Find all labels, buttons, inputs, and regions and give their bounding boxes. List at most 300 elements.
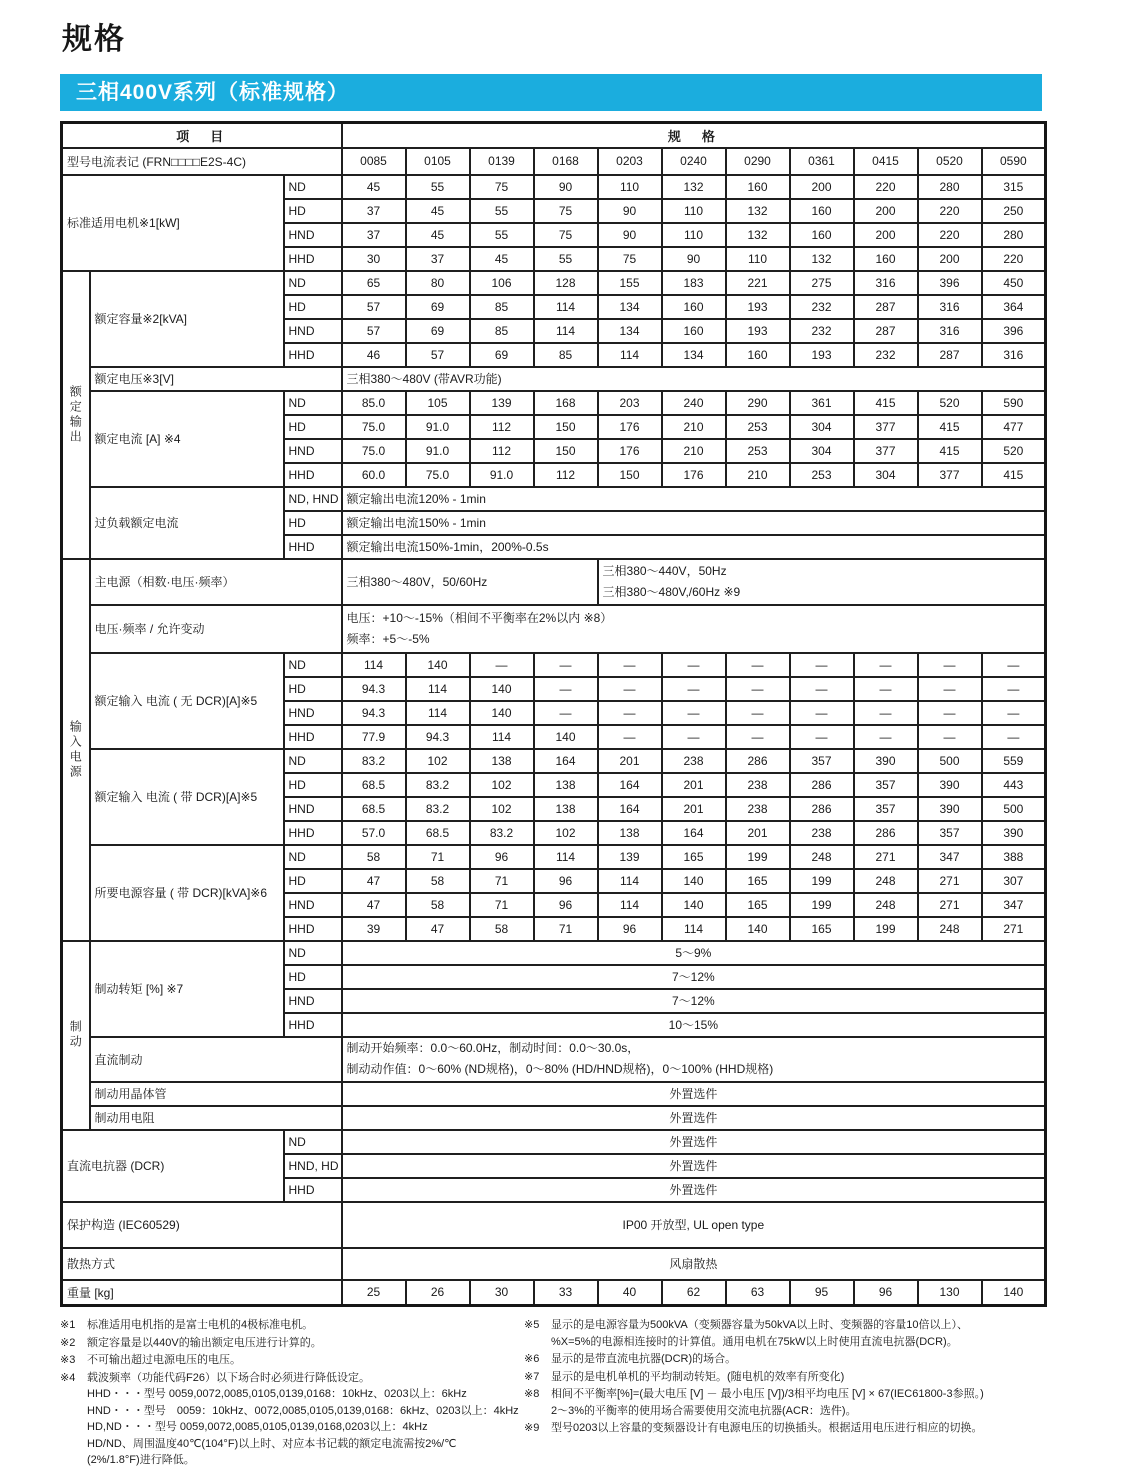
footnote-line: (2%/1.8°F)进行降低。 <box>87 1454 195 1466</box>
value-cell: — <box>598 653 662 677</box>
value-cell: 199 <box>790 893 854 917</box>
footnote-text <box>87 1370 519 1469</box>
weight-cell: 140 <box>982 1280 1046 1306</box>
value-cell: 58 <box>470 917 534 941</box>
value-cell: 500 <box>918 749 982 773</box>
value-cell: — <box>790 725 854 749</box>
value-cell: 357 <box>854 797 918 821</box>
value-cell: 590 <box>982 391 1046 415</box>
load-mode-label: HD <box>284 199 342 223</box>
value-cell: 377 <box>854 415 918 439</box>
value-cell: 140 <box>662 869 726 893</box>
row-label-dc-reactor: 直流电抗器 (DCR) <box>62 1130 284 1202</box>
row-label-rated-voltage: 额定电压※3[V] <box>90 367 342 391</box>
value-cell: 96 <box>470 845 534 869</box>
table-row <box>62 123 1046 148</box>
row-label-dc-braking: 直流制动 <box>90 1037 342 1082</box>
col-header-spec: 规 格 <box>342 123 1046 148</box>
value-cell: 128 <box>534 271 598 295</box>
value-cell: 105 <box>406 391 470 415</box>
table-row <box>62 271 1046 295</box>
table-row <box>62 1130 1046 1154</box>
footnote-line: 显示的是带直流电抗器(DCR)的场合。 <box>551 1353 737 1365</box>
footnote-text <box>551 1351 1100 1368</box>
footnote-line: 标准适用电机指的是富士电机的4极标准电机。 <box>87 1319 314 1331</box>
model-code-cell: 0105 <box>406 148 470 175</box>
value-cell: 357 <box>854 773 918 797</box>
value-cell: 287 <box>918 343 982 367</box>
value-cell: — <box>918 677 982 701</box>
value-cell: 176 <box>598 415 662 439</box>
value-cell: 253 <box>726 439 790 463</box>
series-banner: 三相400V系列（标准规格） <box>60 74 1042 111</box>
value-cell: — <box>726 701 790 725</box>
value-cell: 46 <box>342 343 406 367</box>
value-cell: 68.5 <box>342 773 406 797</box>
footnote-marker: ※2 <box>60 1336 76 1349</box>
footnote-item <box>524 1386 1100 1419</box>
value-cell: — <box>726 677 790 701</box>
group-label-braking: 制动 <box>62 941 90 1130</box>
load-mode-label: HHD <box>284 535 342 559</box>
value-cell: 520 <box>918 391 982 415</box>
value-cell: 68.5 <box>342 797 406 821</box>
footnote-marker: ※6 <box>524 1353 540 1365</box>
load-mode-label: HD <box>284 773 342 797</box>
value-cell: 71 <box>406 845 470 869</box>
footnote-item <box>60 1370 519 1469</box>
footnote-line: 显示的是电源容量为500kVA（变频器容量为50kVA以上时、变频器的容量10倍以上）、 <box>551 1319 969 1331</box>
value-cell: 139 <box>470 391 534 415</box>
value-cell: 415 <box>918 415 982 439</box>
value-cell: 271 <box>854 845 918 869</box>
value-cell: — <box>726 653 790 677</box>
value-cell: 83.2 <box>406 797 470 821</box>
load-mode-label: HHD <box>284 821 342 845</box>
value-cell: 232 <box>790 319 854 343</box>
value-cell: 164 <box>598 773 662 797</box>
value-cell: 221 <box>726 271 790 295</box>
value-cell: 90 <box>662 247 726 271</box>
spec-text-cell <box>342 1037 1046 1082</box>
value-cell: 165 <box>726 869 790 893</box>
value-cell: 390 <box>918 773 982 797</box>
value-cell: 45 <box>470 247 534 271</box>
value-cell: 102 <box>534 821 598 845</box>
value-cell: 114 <box>406 701 470 725</box>
value-cell: 57 <box>342 319 406 343</box>
table-row <box>62 148 1046 175</box>
value-cell: 75 <box>534 199 598 223</box>
value-cell: 160 <box>790 199 854 223</box>
value-cell: 240 <box>662 391 726 415</box>
model-row-label: 型号电流表记 (FRN□□□□E2S-4C) <box>62 148 342 175</box>
value-cell: 238 <box>662 749 726 773</box>
value-cell: 253 <box>726 415 790 439</box>
value-cell: 165 <box>726 893 790 917</box>
value-cell: 57 <box>406 343 470 367</box>
value-cell: 280 <box>982 223 1046 247</box>
value-cell: 500 <box>982 797 1046 821</box>
value-cell: 357 <box>918 821 982 845</box>
value-cell: 69 <box>406 319 470 343</box>
weight-cell: 96 <box>854 1280 918 1306</box>
value-cell: 160 <box>790 223 854 247</box>
value-cell: 75.0 <box>406 463 470 487</box>
value-cell: 75 <box>598 247 662 271</box>
value-cell: 37 <box>342 223 406 247</box>
value-cell: — <box>534 677 598 701</box>
load-mode-label: HND <box>284 989 342 1013</box>
value-cell: 55 <box>470 199 534 223</box>
value-cell: 193 <box>726 295 790 319</box>
footnote-line: %X=5%的电源相连接时的计算值。通用电机在75kW以上时使用直流电抗器(DCR)。 <box>551 1335 958 1348</box>
spec-text-cell: 风扇散热 <box>342 1248 1046 1280</box>
cell-line: 频率：+5～-5% <box>346 631 430 646</box>
value-cell: 55 <box>534 247 598 271</box>
spec-text-cell: 外置选件 <box>342 1154 1046 1178</box>
footnote-text <box>87 1352 508 1369</box>
load-mode-label: HHD <box>284 1178 342 1202</box>
value-cell: 138 <box>534 797 598 821</box>
value-cell: 377 <box>854 439 918 463</box>
value-cell: 200 <box>854 223 918 247</box>
value-cell: 102 <box>470 773 534 797</box>
value-cell: 287 <box>854 295 918 319</box>
row-label-rated-capacity: 额定容量※2[kVA] <box>90 271 284 367</box>
row-label-standard-motor: 标准适用电机※1[kW] <box>62 175 284 271</box>
spec-text-cell: 5～9% <box>342 941 1046 965</box>
spec-text-cell: 外置选件 <box>342 1130 1046 1154</box>
value-cell: 85 <box>534 343 598 367</box>
value-cell: 112 <box>470 439 534 463</box>
value-cell: 316 <box>982 343 1046 367</box>
value-cell: 96 <box>598 917 662 941</box>
table-row <box>62 845 1046 869</box>
load-mode-label: HHD <box>284 1013 342 1037</box>
row-label-input-current-no-dcr: 额定输入 电流 ( 无 DCR)[A]※5 <box>90 653 284 749</box>
model-code-cell: 0085 <box>342 148 406 175</box>
value-cell: — <box>598 677 662 701</box>
value-cell: 91.0 <box>406 415 470 439</box>
value-cell: 91.0 <box>406 439 470 463</box>
value-cell: 415 <box>982 463 1046 487</box>
value-cell: 275 <box>790 271 854 295</box>
spec-text-cell: 额定输出电流150%-1min，200%-0.5s <box>342 535 1046 559</box>
cell-line: 三相380～440V，50Hz <box>602 563 727 578</box>
model-code-cell: 0168 <box>534 148 598 175</box>
table-row <box>62 1037 1046 1082</box>
value-cell: — <box>854 653 918 677</box>
weight-cell: 26 <box>406 1280 470 1306</box>
value-cell: 90 <box>598 223 662 247</box>
weight-cell: 130 <box>918 1280 982 1306</box>
cell-line: 制动开始频率：0.0～60.0Hz，制动时间：0.0～30.0s， <box>346 1041 640 1055</box>
footnote-text <box>551 1317 1100 1350</box>
weight-cell: 95 <box>790 1280 854 1306</box>
footnote-line: 额定容量是以440V的输出额定电压进行计算的。 <box>87 1336 322 1349</box>
footnote-text <box>551 1369 1100 1386</box>
value-cell: — <box>662 677 726 701</box>
value-cell: 520 <box>982 439 1046 463</box>
value-cell: 112 <box>470 415 534 439</box>
value-cell: — <box>534 701 598 725</box>
cell-line: 三相380～480V,/60Hz ※9 <box>602 584 741 599</box>
footnote-line: HHD・・・型号 0059,0072,0085,0105,0139,0168：10kHz、0203以上：6kHz <box>87 1388 467 1400</box>
value-cell: 114 <box>534 319 598 343</box>
load-mode-label: HHD <box>284 917 342 941</box>
value-cell: — <box>662 653 726 677</box>
value-cell: 232 <box>854 343 918 367</box>
row-label-cooling: 散热方式 <box>62 1248 342 1280</box>
table-row <box>62 559 1046 605</box>
value-cell: 290 <box>726 391 790 415</box>
value-cell: 94.3 <box>342 701 406 725</box>
row-label-braking-transistor: 制动用晶体管 <box>90 1082 342 1106</box>
page-title: 规格 <box>62 23 126 56</box>
spec-text-cell: 三相380～480V (带AVR功能) <box>342 367 1046 391</box>
spec-text-cell: 外置选件 <box>342 1178 1046 1202</box>
load-mode-label: HND <box>284 701 342 725</box>
model-code-cell: 0590 <box>982 148 1046 175</box>
value-cell: 60.0 <box>342 463 406 487</box>
value-cell: 183 <box>662 271 726 295</box>
value-cell: 271 <box>918 869 982 893</box>
model-code-cell: 0415 <box>854 148 918 175</box>
group-label-input-power: 输入电源 <box>62 559 90 941</box>
spec-text-cell: 额定输出电流150% - 1min <box>342 511 1046 535</box>
value-cell: 316 <box>918 319 982 343</box>
footnote-marker: ※8 <box>524 1388 540 1400</box>
value-cell: 390 <box>854 749 918 773</box>
load-mode-label: HD <box>284 295 342 319</box>
value-cell: — <box>790 653 854 677</box>
table-row <box>62 367 1046 391</box>
footnote-marker: ※3 <box>60 1354 76 1366</box>
value-cell: 110 <box>662 223 726 247</box>
value-cell: 57.0 <box>342 821 406 845</box>
value-cell: 132 <box>726 199 790 223</box>
load-mode-label: HD <box>284 511 342 535</box>
footnote-item <box>60 1335 508 1352</box>
spec-text-cell: 三相380～480V，50/60Hz <box>342 559 598 605</box>
load-mode-label: ND <box>284 845 342 869</box>
value-cell: 160 <box>726 343 790 367</box>
load-mode-label: HND <box>284 893 342 917</box>
value-cell: 110 <box>662 199 726 223</box>
weight-cell: 63 <box>726 1280 790 1306</box>
table-row <box>62 941 1046 965</box>
row-label-main-power: 主电源（相数·电压·频率） <box>90 559 342 605</box>
value-cell: — <box>598 725 662 749</box>
value-cell: 248 <box>854 893 918 917</box>
value-cell: — <box>854 677 918 701</box>
table-row <box>62 605 1046 653</box>
value-cell: — <box>470 653 534 677</box>
value-cell: 201 <box>726 821 790 845</box>
row-label-overload-current: 过负载额定电流 <box>90 487 284 559</box>
weight-cell: 25 <box>342 1280 406 1306</box>
value-cell: 140 <box>406 653 470 677</box>
weight-cell: 33 <box>534 1280 598 1306</box>
value-cell: 155 <box>598 271 662 295</box>
value-cell: 75.0 <box>342 415 406 439</box>
value-cell: 201 <box>662 797 726 821</box>
value-cell: 388 <box>982 845 1046 869</box>
value-cell: 304 <box>790 439 854 463</box>
value-cell: 200 <box>854 199 918 223</box>
value-cell: 377 <box>918 463 982 487</box>
value-cell: 47 <box>342 893 406 917</box>
value-cell: 114 <box>598 893 662 917</box>
value-cell: 248 <box>790 845 854 869</box>
value-cell: 134 <box>598 295 662 319</box>
value-cell: 164 <box>598 797 662 821</box>
footnotes-right <box>524 1317 1100 1470</box>
load-mode-label: HD <box>284 415 342 439</box>
value-cell: 138 <box>598 821 662 845</box>
value-cell: 45 <box>406 223 470 247</box>
value-cell: 71 <box>470 893 534 917</box>
load-mode-label: HHD <box>284 247 342 271</box>
footnote-text <box>87 1335 508 1352</box>
value-cell: 37 <box>406 247 470 271</box>
value-cell: 176 <box>598 439 662 463</box>
spec-text-cell: 10～15% <box>342 1013 1046 1037</box>
value-cell: 210 <box>726 463 790 487</box>
value-cell: 316 <box>918 295 982 319</box>
spec-text-cell: 外置选件 <box>342 1106 1046 1130</box>
value-cell: 168 <box>534 391 598 415</box>
value-cell: 364 <box>982 295 1046 319</box>
value-cell: 110 <box>598 175 662 199</box>
load-mode-label: ND <box>284 941 342 965</box>
value-cell: 58 <box>406 869 470 893</box>
footnote-marker: ※1 <box>60 1319 76 1331</box>
model-code-cell: 0240 <box>662 148 726 175</box>
value-cell: 357 <box>790 749 854 773</box>
footnote-marker: ※4 <box>60 1371 76 1384</box>
table-row <box>62 1280 1046 1306</box>
value-cell: — <box>534 653 598 677</box>
load-mode-label: HHD <box>284 343 342 367</box>
value-cell: — <box>918 725 982 749</box>
value-cell: 47 <box>406 917 470 941</box>
value-cell: 390 <box>918 797 982 821</box>
value-cell: 140 <box>470 677 534 701</box>
value-cell: — <box>662 725 726 749</box>
footnotes-left <box>60 1317 519 1470</box>
value-cell: 96 <box>534 869 598 893</box>
value-cell: 114 <box>342 653 406 677</box>
value-cell: 110 <box>726 247 790 271</box>
spec-text-cell: IP00 开放型, UL open type <box>342 1202 1046 1248</box>
value-cell: 55 <box>470 223 534 247</box>
value-cell: 271 <box>918 893 982 917</box>
load-mode-label: HD <box>284 965 342 989</box>
spec-text-cell: 7～12% <box>342 965 1046 989</box>
value-cell: 450 <box>982 271 1046 295</box>
spec-text-cell <box>342 605 1046 653</box>
value-cell: 443 <box>982 773 1046 797</box>
value-cell: 477 <box>982 415 1046 439</box>
row-label-weight: 重量 [kg] <box>62 1280 342 1306</box>
value-cell: — <box>598 701 662 725</box>
cell-line: 制动动作值：0～60% (ND规格)，0～80% (HD/HND规格)，0～100% (HHD规格) <box>346 1062 774 1076</box>
value-cell: 132 <box>662 175 726 199</box>
value-cell: 164 <box>534 749 598 773</box>
value-cell: 45 <box>406 199 470 223</box>
value-cell: — <box>982 701 1046 725</box>
footnote-line: 型号0203以上容量的变频器设计有电源电压的切换插头。根据适用电压进行相应的切换。 <box>551 1422 983 1434</box>
row-label-input-current-with-dcr: 额定输入 电流 ( 带 DCR)[A]※5 <box>90 749 284 845</box>
value-cell: 96 <box>534 893 598 917</box>
value-cell: 193 <box>726 319 790 343</box>
value-cell: 220 <box>918 199 982 223</box>
footnote-marker: ※9 <box>524 1422 540 1434</box>
table-row <box>62 487 1046 511</box>
value-cell: 315 <box>982 175 1046 199</box>
value-cell: 114 <box>598 869 662 893</box>
value-cell: 559 <box>982 749 1046 773</box>
value-cell: — <box>790 677 854 701</box>
value-cell: 248 <box>918 917 982 941</box>
footnote-text <box>87 1317 508 1334</box>
value-cell: — <box>662 701 726 725</box>
value-cell: 112 <box>534 463 598 487</box>
value-cell: 248 <box>854 869 918 893</box>
table-row <box>62 1202 1046 1248</box>
value-cell: 65 <box>342 271 406 295</box>
load-mode-label: ND <box>284 391 342 415</box>
load-mode-label: HND <box>284 223 342 247</box>
footnote-marker: ※5 <box>524 1319 540 1331</box>
value-cell: 210 <box>662 415 726 439</box>
load-mode-label: HHD <box>284 463 342 487</box>
value-cell: 201 <box>598 749 662 773</box>
load-mode-label: HD <box>284 869 342 893</box>
value-cell: 347 <box>918 845 982 869</box>
value-cell: 114 <box>534 295 598 319</box>
footnote-text <box>551 1386 1100 1419</box>
value-cell: 415 <box>918 439 982 463</box>
value-cell: 304 <box>854 463 918 487</box>
value-cell: 232 <box>790 295 854 319</box>
value-cell: 361 <box>790 391 854 415</box>
value-cell: 83.2 <box>342 749 406 773</box>
table-row <box>62 1106 1046 1130</box>
footnote-line: 2～3%的平衡率的使用场合需要使用交流电抗器(ACR：选件)。 <box>551 1404 857 1417</box>
value-cell: 55 <box>406 175 470 199</box>
value-cell: 238 <box>726 773 790 797</box>
model-code-cell: 0139 <box>470 148 534 175</box>
weight-cell: 40 <box>598 1280 662 1306</box>
spec-text-cell: 外置选件 <box>342 1082 1046 1106</box>
row-label-protection: 保护构造 (IEC60529) <box>62 1202 342 1248</box>
value-cell: 90 <box>534 175 598 199</box>
footnote-line: 相间不平衡率[%]=(最大电压 [V] － 最小电压 [V])/3相平均电压 [V] × 67(IEC61800-3参照。) <box>551 1388 984 1400</box>
spec-text-cell: 额定输出电流120% - 1min <box>342 487 1046 511</box>
spec-table-body <box>62 123 1046 1306</box>
load-mode-label: HD <box>284 677 342 701</box>
value-cell: — <box>982 653 1046 677</box>
value-cell: 200 <box>790 175 854 199</box>
value-cell: 69 <box>406 295 470 319</box>
value-cell: 90 <box>598 199 662 223</box>
load-mode-label: ND <box>284 653 342 677</box>
value-cell: 83.2 <box>406 773 470 797</box>
value-cell: 176 <box>662 463 726 487</box>
